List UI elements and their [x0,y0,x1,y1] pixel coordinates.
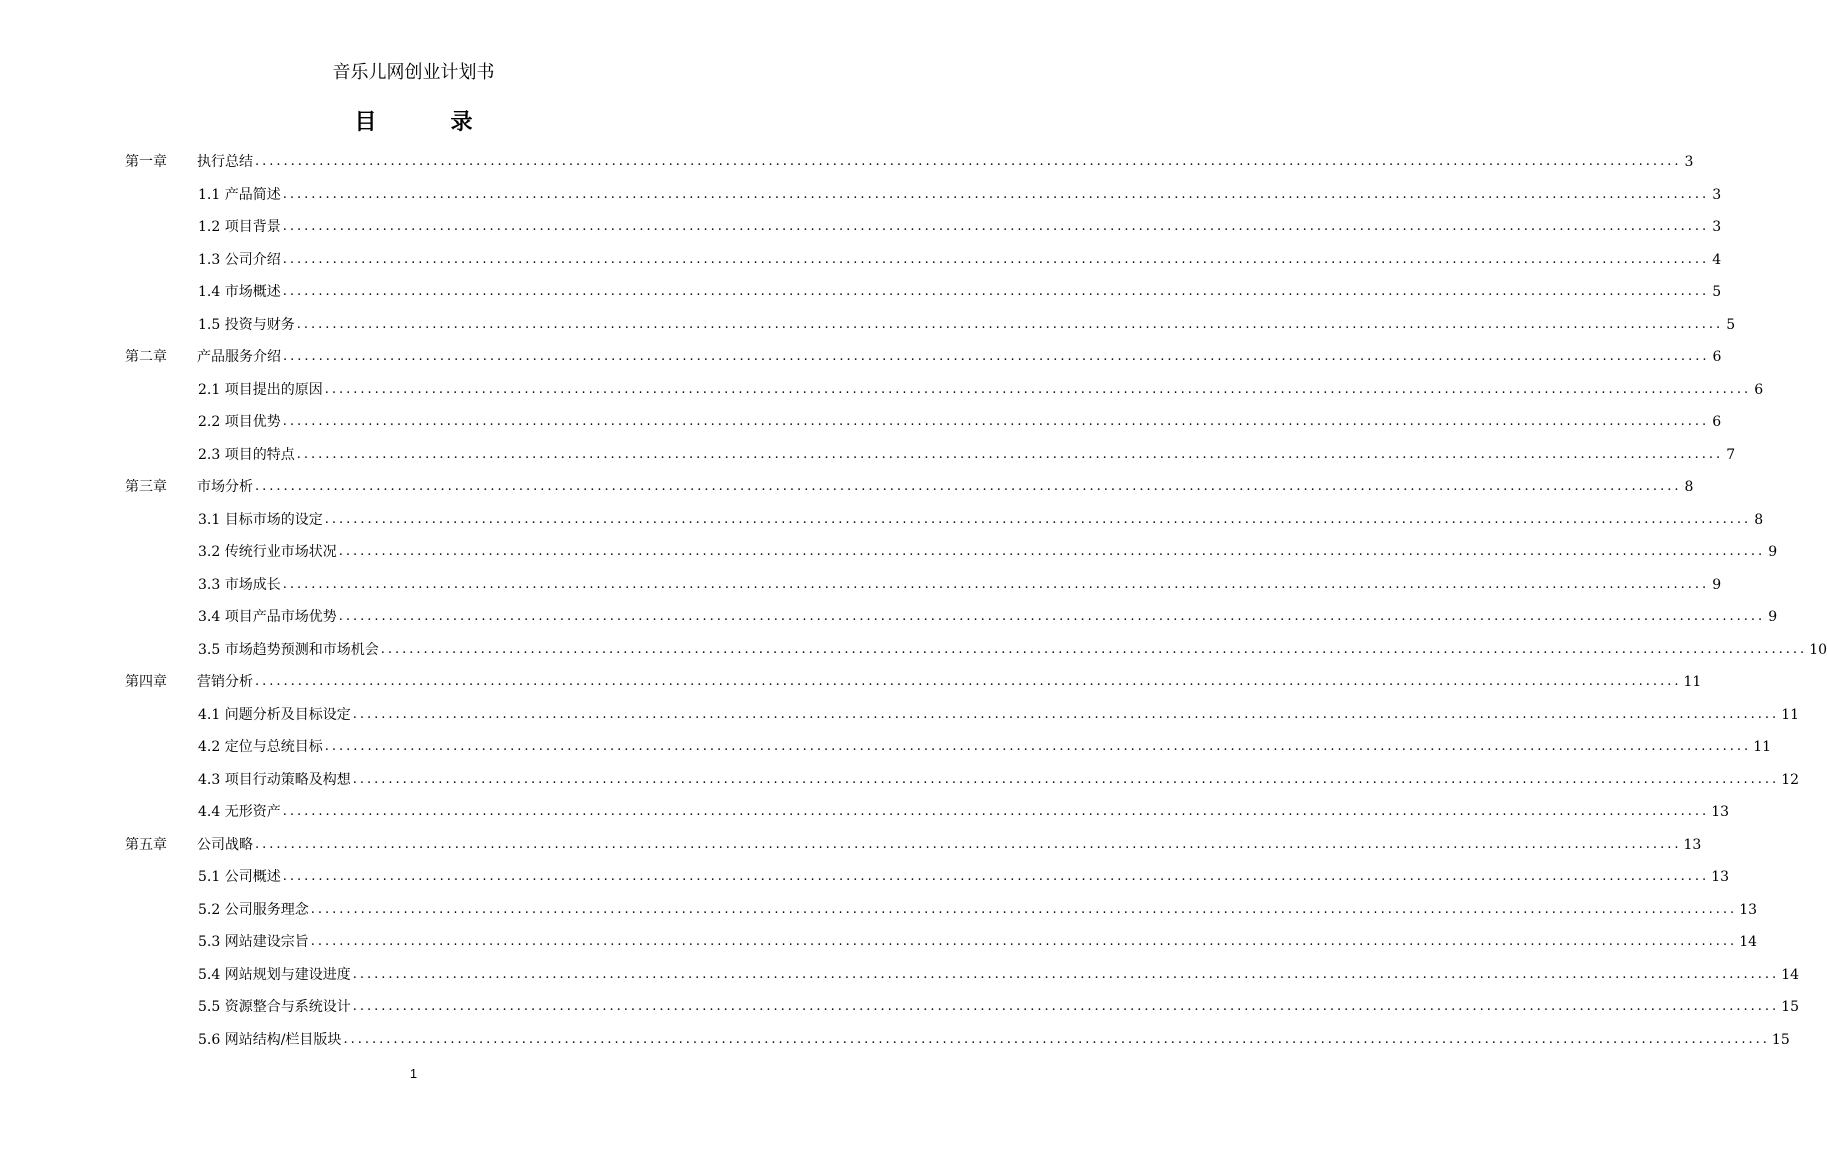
toc-section-entry[interactable] [125,731,1772,764]
toc-entry-title: 2.2 项目优势 [198,414,281,431]
toc-dot-leader: ........................................................................................................................................................................................................ [352,771,1780,787]
toc-page-number: 14 [1781,966,1800,983]
toc-page-number: 13 [1683,836,1702,853]
toc-entry-title: 产品服务介绍 [197,349,281,366]
toc-dot-leader: ........................................................................................................................................................................................................ [310,934,1738,950]
toc-entry-title: 5.2 公司服务理念 [198,901,309,918]
toc-entry-title: 3.1 目标市场的设定 [198,511,323,528]
toc-section-entry[interactable] [125,764,1800,797]
toc-dot-leader: ........................................................................................................................................................................................................ [282,414,1710,430]
toc-chapter-entry[interactable] [125,666,1702,699]
toc-heading: 目 录 [354,110,499,135]
toc-dot-leader: ........................................................................................................................................................................................................ [255,674,1682,690]
toc-entry-title: 5.4 网站规划与建设进度 [198,966,351,983]
toc-dot-leader: ........................................................................................................................................................................................................ [380,641,1808,657]
toc-page-number: 13 [1711,869,1730,886]
toc-entry-title: 5.3 网站建设宗旨 [198,934,309,951]
toc-entry-title: 2.3 项目的特点 [198,446,295,463]
toc-section-entry[interactable] [125,861,1730,894]
toc-entry-title: 3.4 项目产品市场优势 [198,609,337,626]
toc-page-number: 12 [1781,771,1800,788]
toc-page-number: 3 [1684,154,1694,171]
table-of-contents [125,146,1827,1056]
toc-page-number: 15 [1771,1031,1790,1048]
toc-dot-leader: ........................................................................................................................................................................................................ [283,349,1710,365]
toc-page-number: 13 [1739,901,1758,918]
toc-section-entry[interactable] [125,601,1778,634]
toc-entry-title: 5.1 公司概述 [198,869,281,886]
toc-entry-title: 4.2 定位与总统目标 [198,739,323,756]
toc-section-entry[interactable] [125,374,1764,407]
toc-page-number: 13 [1711,804,1730,821]
toc-page-number: 3 [1712,219,1722,236]
toc-chapter-entry[interactable] [125,471,1694,504]
toc-page-number: 11 [1781,706,1800,723]
toc-entry-title: 1.1 产品简述 [198,186,281,203]
toc-section-entry[interactable] [125,211,1722,244]
toc-page-number: 6 [1754,381,1764,398]
toc-dot-leader: ........................................................................................................................................................................................................ [324,511,1752,527]
toc-dot-leader: ........................................................................................................................................................................................................ [338,544,1766,560]
toc-dot-leader: ........................................................................................................................................................................................................ [324,739,1752,755]
toc-page-number: 4 [1712,251,1722,268]
toc-dot-leader: ........................................................................................................................................................................................................ [282,186,1710,202]
toc-dot-leader: ........................................................................................................................................................................................................ [282,251,1710,267]
toc-chapter-number: 第四章 [125,674,167,691]
toc-dot-leader: ........................................................................................................................................................................................................ [255,154,1682,170]
toc-dot-leader: ........................................................................................................................................................................................................ [282,284,1710,300]
toc-dot-leader: ........................................................................................................................................................................................................ [352,966,1780,982]
toc-entry-title: 公司战略 [197,836,253,853]
toc-entry-title: 5.5 资源整合与系统设计 [198,999,351,1016]
toc-dot-leader: ........................................................................................................................................................................................................ [282,804,1710,820]
toc-entry-title: 4.3 项目行动策略及构想 [198,771,351,788]
toc-entry-title: 3.5 市场趋势预测和市场机会 [198,641,379,658]
toc-entry-title: 4.4 无形资产 [198,804,281,821]
toc-entry-title: 营销分析 [197,674,253,691]
toc-section-entry[interactable] [125,179,1722,212]
toc-dot-leader: ........................................................................................................................................................................................................ [255,836,1682,852]
toc-page-number: 9 [1712,576,1722,593]
toc-section-entry[interactable] [125,1024,1790,1057]
toc-dot-leader: ........................................................................................................................................................................................................ [352,999,1780,1015]
toc-section-entry[interactable] [125,244,1722,277]
toc-section-entry[interactable] [125,796,1730,829]
toc-page-number: 14 [1739,934,1758,951]
toc-chapter-number: 第一章 [125,154,167,171]
page-number: 1 [409,1066,418,1081]
toc-page-number: 3 [1712,186,1722,203]
toc-page-number: 8 [1684,479,1694,496]
toc-page-number: 5 [1712,284,1722,301]
toc-section-entry[interactable] [125,439,1736,472]
toc-chapter-entry[interactable] [125,829,1702,862]
toc-section-entry[interactable] [125,894,1758,927]
toc-chapter-entry[interactable] [125,146,1694,179]
toc-entry-title: 1.5 投资与财务 [198,316,295,333]
toc-page-number: 5 [1726,316,1736,333]
toc-page-number: 11 [1753,739,1772,756]
toc-page-number: 10 [1809,641,1827,658]
toc-dot-leader: ........................................................................................................................................................................................................ [338,609,1766,625]
toc-dot-leader: ........................................................................................................................................................................................................ [310,901,1738,917]
toc-dot-leader: ........................................................................................................................................................................................................ [324,381,1752,397]
toc-section-entry[interactable] [125,569,1722,602]
toc-dot-leader: ........................................................................................................................................................................................................ [296,446,1724,462]
toc-section-entry[interactable] [125,406,1722,439]
toc-section-entry[interactable] [125,699,1800,732]
toc-section-entry[interactable] [125,991,1800,1024]
toc-chapter-number: 第三章 [125,479,167,496]
toc-section-entry[interactable] [125,926,1758,959]
toc-page-number: 8 [1754,511,1764,528]
toc-dot-leader: ........................................................................................................................................................................................................ [255,479,1682,495]
toc-entry-title: 3.3 市场成长 [198,576,281,593]
toc-chapter-entry[interactable] [125,341,1722,374]
toc-entry-title: 3.2 传统行业市场状况 [198,544,337,561]
toc-dot-leader: ........................................................................................................................................................................................................ [296,316,1724,332]
document-title: 音乐儿网创业计划书 [332,62,495,83]
toc-section-entry[interactable] [125,536,1778,569]
toc-entry-title: 4.1 问题分析及目标设定 [198,706,351,723]
toc-chapter-number: 第二章 [125,349,167,366]
toc-entry-title: 1.4 市场概述 [198,284,281,301]
toc-entry-title: 执行总结 [197,154,253,171]
toc-entry-title: 1.2 项目背景 [198,219,281,236]
toc-page-number: 9 [1768,609,1778,626]
toc-dot-leader: ........................................................................................................................................................................................................ [282,576,1710,592]
toc-dot-leader: ........................................................................................................................................................................................................ [282,869,1710,885]
toc-entry-title: 1.3 公司介绍 [198,251,281,268]
toc-entry-title: 2.1 项目提出的原因 [198,381,323,398]
toc-page-number: 6 [1712,414,1722,431]
toc-section-entry[interactable] [125,276,1722,309]
toc-page-number: 15 [1781,999,1800,1016]
toc-section-entry[interactable] [125,504,1764,537]
toc-page-number: 11 [1683,674,1702,691]
toc-dot-leader: ........................................................................................................................................................................................................ [352,706,1780,722]
toc-page-number: 6 [1712,349,1722,366]
toc-section-entry[interactable] [125,959,1800,992]
toc-section-entry[interactable] [125,634,1827,667]
toc-entry-title: 5.6 网站结构/栏目版块 [198,1031,342,1048]
toc-page-number: 9 [1768,544,1778,561]
toc-dot-leader: ........................................................................................................................................................................................................ [282,219,1710,235]
toc-dot-leader: ........................................................................................................................................................................................................ [343,1031,1770,1047]
toc-section-entry[interactable] [125,309,1736,342]
toc-page-number: 7 [1726,446,1736,463]
toc-entry-title: 市场分析 [197,479,253,496]
toc-chapter-number: 第五章 [125,836,167,853]
